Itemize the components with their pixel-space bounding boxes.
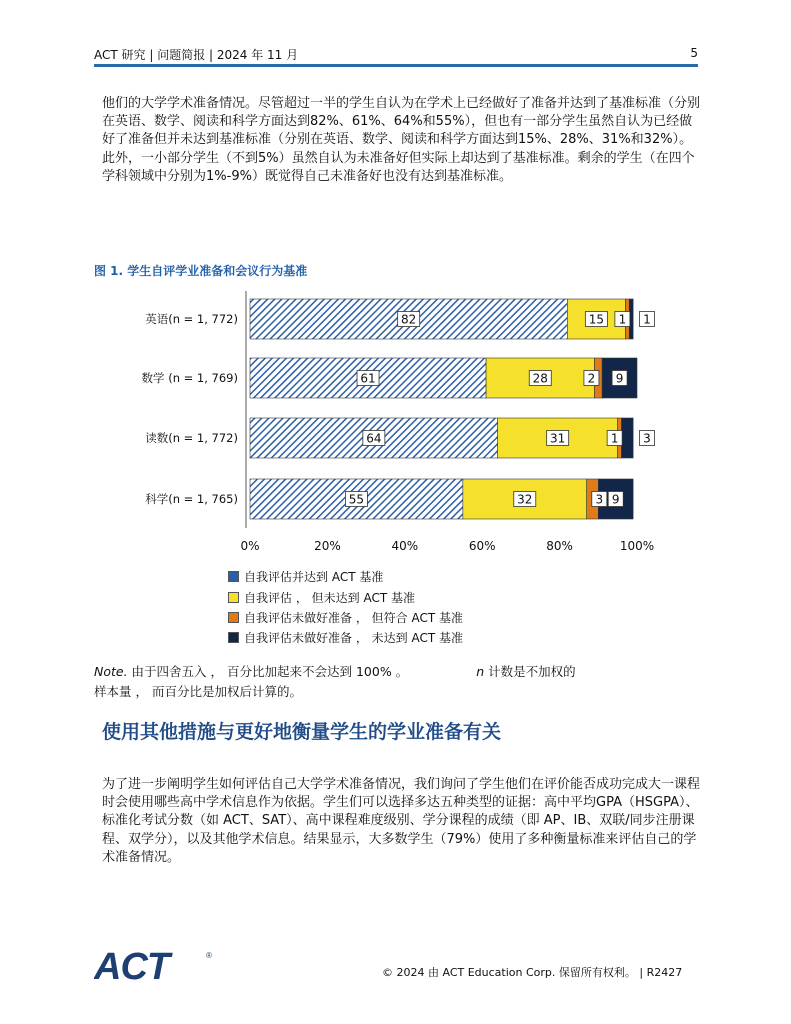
legend-swatch-orange — [228, 612, 239, 623]
category-label: 读数(n = 1, 772) — [145, 431, 238, 445]
legend-item-unready-met — [228, 609, 463, 626]
value-label: 55 — [348, 492, 365, 507]
value-label: 64 — [366, 431, 382, 446]
logo-registered-mark: ® — [206, 951, 212, 960]
value-label: 82 — [401, 312, 417, 327]
note-text: 由于四舍五入 ， 百分比加起来不会达到 100% 。 — [127, 664, 409, 679]
section-heading: 使用其他措施与更好地衡量学生的学业准备有关 — [102, 721, 502, 743]
note-text: 计数是不加权的 — [484, 664, 576, 679]
legend-swatch-hatched — [228, 571, 239, 582]
value-label: 1 — [610, 431, 619, 446]
value-label: 28 — [532, 371, 548, 386]
value-label: 32 — [517, 492, 533, 507]
body-paragraph-2: 为了进一步阐明学生如何评估自己大学学术准备情况，我们询问了学生他们在评价能否成功完成大一课程时会使用哪些高中学术信息作为依据。学生们可以选择多达五种类型的证据：高中平均GPA（HSGPA）、标准化考试分数（如 ACT、SAT）、高中课程难度级别、学分课程的成绩（即 AP、IB、双联/同步注册课程、双学分），以及其他学术信息。结果显示，大多数学生（79%）使用了多种衡量标准来评估自己的学术准备情况。 — [102, 777, 701, 865]
category-label: 数学 (n = 1, 769) — [141, 371, 238, 385]
value-label: 61 — [360, 371, 376, 386]
note-text: 样本量 ， 而百分比是加权后计算的。 — [94, 684, 302, 699]
legend-swatch-yellow — [228, 592, 239, 603]
x-tick-label: 0% — [240, 539, 260, 553]
logo-text: ACT — [94, 948, 170, 984]
value-label: 9 — [611, 492, 620, 507]
act-logo — [94, 948, 224, 984]
legend-label: 自我评估并达到 ACT 基准 — [244, 570, 384, 584]
figure-note — [94, 662, 654, 702]
body-paragraph-1: 他们的大学学术准备情况。尽管超过一半的学生自认为在学术上已经做好了准备并达到了基准标准（分别在英语、数学、阅读和科学方面达到82%、61%、64%和55%），但也有一部分学生虽然自认为已经做好了准备但并未达到基准标准（分别在英语、数学、阅读和科学方面达到15%、28%、31%和32%）。此外，一小部分学生（不到5%）虽然自认为未准备好但实际上却达到了基准标准。剩余的学生（在四个学科领域中分别为1%-9%）既觉得自己未准备好也没有达到基准标准。 — [102, 96, 701, 184]
x-tick-label: 40% — [391, 539, 419, 553]
value-label: 15 — [588, 312, 605, 327]
category-label: 英语(n = 1, 772) — [145, 312, 238, 326]
note-label: Note. — [94, 664, 128, 679]
header-title: ACT 研究 | 问题简报 | 2024 年 11 月 — [94, 48, 299, 62]
x-tick-label: 20% — [314, 539, 341, 553]
x-tick-label: 80% — [546, 539, 573, 553]
x-tick-label: 60% — [468, 539, 496, 553]
value-label: 3 — [643, 431, 651, 446]
figure-title: 图 1. 学生自评学业准备和会议行为基准 — [94, 264, 308, 278]
value-label: 9 — [615, 371, 624, 386]
value-label: 31 — [550, 431, 566, 446]
category-label: 科学(n = 1, 765) — [145, 492, 238, 506]
page-number: 5 — [690, 46, 698, 60]
footer-copyright: © 2024 由 ACT Education Corp. 保留所有权利。 | R2427 — [382, 966, 683, 979]
legend-label: 自我评估未做好准备 ， 未达到 ACT 基准 — [244, 631, 463, 645]
legend-item-not-met — [228, 589, 415, 606]
legend-label: 自我评估 ， 但未达到 ACT 基准 — [244, 591, 415, 605]
value-label: 1 — [618, 312, 627, 327]
bar-segment — [622, 418, 634, 458]
note-n-label: n — [476, 664, 485, 679]
x-tick-label: 100% — [619, 539, 655, 553]
legend-item-met-benchmark — [228, 568, 383, 585]
value-label: 1 — [643, 312, 651, 327]
legend-swatch-navy — [228, 632, 239, 643]
value-label: 3 — [595, 492, 604, 507]
legend-label: 自我评估未做好准备 ， 但符合 ACT 基准 — [244, 611, 463, 625]
legend-item-unready-not-met — [228, 629, 463, 646]
value-label: 2 — [587, 371, 596, 386]
